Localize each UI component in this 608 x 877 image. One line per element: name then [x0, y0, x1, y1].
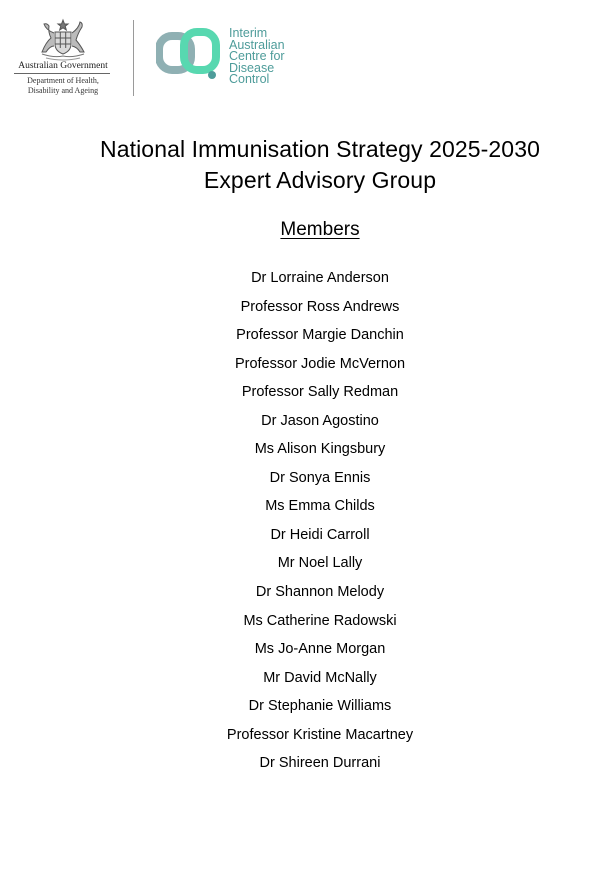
member-name: Mr Noel Lally: [277, 555, 363, 572]
member-name: Ms Jo-Anne Morgan: [254, 641, 386, 658]
member-name: Professor Ross Andrews: [240, 298, 400, 315]
member-name: Professor Kristine Macartney: [226, 726, 414, 743]
members-heading: Members: [280, 219, 360, 240]
member-name: Dr Shireen Durrani: [259, 755, 381, 772]
logo-divider: [133, 20, 134, 96]
member-name: Dr Sonya Ennis: [269, 469, 371, 486]
member-name: Ms Emma Childs: [265, 498, 375, 515]
member-name: Dr Lorraine Anderson: [251, 270, 389, 286]
cdc-name-line: Interim: [229, 26, 268, 40]
cdc-name-line: Australian: [229, 37, 285, 52]
member-name: Professor Sally Redman: [241, 384, 399, 401]
department-name-line-2: Disability and Ageing: [27, 86, 99, 95]
members-list: [0, 266, 608, 780]
member-name: Professor Margie Danchin: [236, 327, 404, 344]
cdc-name-line: Control: [229, 72, 270, 86]
cdc-name-line: Disease: [229, 60, 275, 75]
department-name-line-1: Department of Health,: [27, 76, 99, 85]
coat-of-arms-icon: [34, 18, 92, 62]
member-name: Ms Alison Kingsbury: [254, 441, 386, 458]
document-title-line-1: National Immunisation Strategy 2025-2030: [100, 136, 540, 162]
member-name: Dr Stephanie Williams: [248, 698, 392, 715]
government-name-rule: [14, 73, 110, 74]
document-title-line-2: Expert Advisory Group: [203, 167, 437, 193]
member-name: Professor Jodie McVernon: [234, 355, 406, 372]
member-name: Mr David McNally: [263, 669, 377, 686]
member-name: Dr Heidi Carroll: [270, 526, 370, 543]
government-name: Australian Government: [18, 61, 108, 71]
linked-rings-logo-icon: [156, 28, 222, 84]
document-header: [0, 0, 608, 110]
cdc-name: [229, 28, 309, 86]
member-name: Ms Catherine Radowski: [243, 612, 397, 629]
cdc-name-line: Centre for: [229, 49, 285, 63]
member-name: Dr Jason Agostino: [261, 412, 379, 429]
member-name: Dr Shannon Melody: [255, 584, 385, 601]
